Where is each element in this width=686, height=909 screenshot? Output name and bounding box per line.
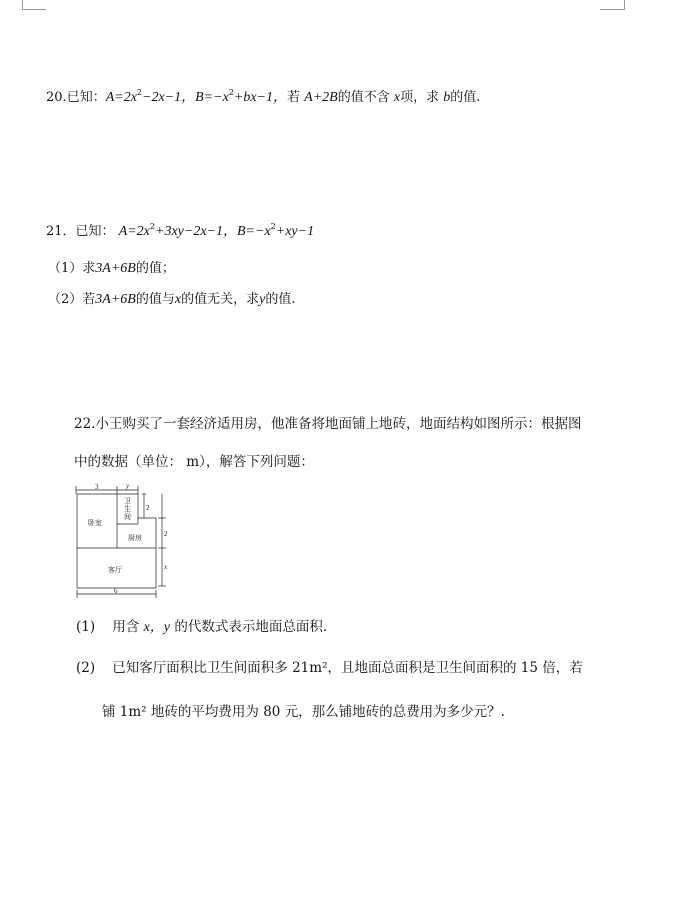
dim-label-2-upper: 2 xyxy=(146,504,150,512)
q22-part3-a: 铺 xyxy=(102,704,116,720)
q21-part2-y: y xyxy=(259,292,266,307)
q22-part3-b: 地砖的平均费用为 xyxy=(150,704,259,720)
q22-part1-tag: (1) xyxy=(76,619,96,635)
q20-expr-b: B=−x xyxy=(195,90,229,105)
dim-label-x: x xyxy=(164,563,168,571)
q22-part-2 xyxy=(76,656,583,676)
room-bedroom: 卧室 xyxy=(88,519,102,527)
dim-label-y: y xyxy=(126,482,130,490)
room-kitchen: 厨房 xyxy=(128,534,142,542)
q22-part2-tag: (2) xyxy=(76,660,96,676)
q22-part-2-cont xyxy=(102,700,505,720)
q21-part-1 xyxy=(48,257,175,277)
q21-expr-a2: +3xy−2x−1， xyxy=(155,224,237,239)
room-living: 客厅 xyxy=(108,566,122,574)
q20-tail-x: x xyxy=(393,90,401,105)
q21-exp-b: 2 xyxy=(270,222,276,231)
q21-part2-tag: （2）若 xyxy=(48,292,96,307)
q21-part2-x: x xyxy=(174,292,182,307)
room-bathroom-3: 间 xyxy=(124,513,131,521)
q20-tail1: 若 xyxy=(287,90,301,105)
q21-part1-expr: 3A+6B xyxy=(95,261,136,276)
question-21 xyxy=(46,220,314,240)
q20-expr-b2: +bx−1， xyxy=(233,90,287,105)
q22-part1-text-b: 的代数式表示地面总面积. xyxy=(174,619,328,635)
q21-expr-b2: +xy−1 xyxy=(275,224,315,239)
q22-line-2: 中的数据（单位： m），解答下列问题： xyxy=(74,454,314,470)
q22-part2-text-b: ，且地面总面积是卫生间面积的 xyxy=(327,660,517,676)
q22-part3-unit: 1m² xyxy=(119,704,147,720)
q21-exp-a: 2 xyxy=(149,222,155,231)
corner-mark-right xyxy=(624,0,625,10)
q20-exp-a: 2 xyxy=(136,88,143,97)
q20-tail-b: b xyxy=(443,90,451,105)
corner-mark-right-h xyxy=(600,9,624,10)
q21-part2-tail: 的值. xyxy=(265,292,296,307)
q21-part2-mid: 的值与 xyxy=(135,292,175,307)
q22-part2-text-c: 倍，若 xyxy=(542,660,583,676)
q21-part2-mid2: 的值无关，求 xyxy=(181,292,260,307)
q22-part2-times: 15 xyxy=(520,660,538,676)
corner-mark-left-h xyxy=(22,9,46,10)
q20-expr-a2: −2x−1， xyxy=(142,90,196,105)
q22-part2-text-a: 已知客厅面积比卫生间面积多 xyxy=(112,660,288,676)
q22-part2-area: 21m² xyxy=(292,660,328,676)
q21-part-2 xyxy=(48,288,295,308)
q22-part1-vars: x，y xyxy=(143,620,171,635)
dim-label-2-lower: 2 xyxy=(164,530,168,538)
q21-part2-expr: 3A+6B xyxy=(95,292,136,307)
q20-lead: 已知： xyxy=(66,90,106,105)
q20-tail-expr: A+2B xyxy=(304,90,338,105)
question-20 xyxy=(46,86,480,106)
floor-plan-figure xyxy=(72,482,178,600)
q22-part3-c: 元，那么铺地砖的总费用为多少元？. xyxy=(284,704,505,720)
q21-part1-tail: 的值； xyxy=(135,261,175,276)
q22-line-1: 22.小王购买了一套经济适用房，他准备将地面铺上地砖，地面结构如图所示：根据图 xyxy=(74,416,582,432)
q22-part-1 xyxy=(76,615,327,636)
dim-label-6: 6 xyxy=(114,587,118,595)
q21-number: 21．已知： xyxy=(46,224,115,239)
q20-tail2: 的值不含 xyxy=(337,90,390,105)
q21-expr-a: A=2x xyxy=(118,224,150,239)
room-bathroom-1: 卫 xyxy=(124,497,131,505)
dim-label-3: 3 xyxy=(95,483,99,491)
room-bathroom-2: 生 xyxy=(124,505,131,513)
q21-expr-b: B=−x xyxy=(236,224,271,239)
q20-tail4: 的值. xyxy=(450,90,481,105)
q22-part1-text-a: 用含 xyxy=(112,619,140,635)
q20-number: 20. xyxy=(46,90,67,105)
q20-tail3: 项，求 xyxy=(400,90,440,105)
q20-expr-a: A=2x xyxy=(105,90,137,105)
q21-part1-tag: （1）求 xyxy=(48,261,96,276)
q22-part3-cost: 80 xyxy=(263,704,281,720)
q20-exp-b: 2 xyxy=(228,88,234,97)
